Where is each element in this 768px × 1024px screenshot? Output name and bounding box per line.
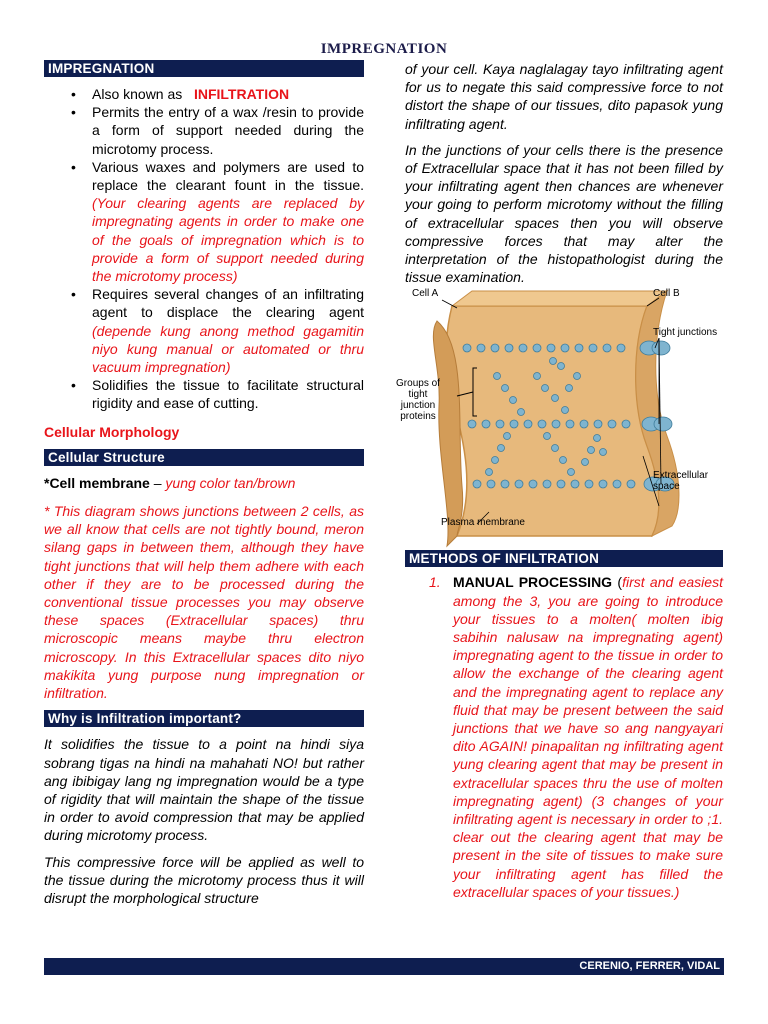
tight-junction-figure [397, 286, 727, 556]
infiltration-term: INFILTRATION [193, 86, 290, 102]
label-tight-junctions: Tight junctions [653, 327, 718, 339]
bullet-item: • Also known as INFILTRATION [44, 85, 364, 103]
label-cell-b: Cell B [653, 288, 680, 300]
section-header-impregnation: IMPREGNATION [44, 60, 364, 77]
section-header-methods: METHODS OF INFILTRATION [405, 550, 723, 567]
section-header-cellular-structure: Cellular Structure [44, 449, 364, 466]
left-column [44, 60, 364, 907]
bullet-item: • Solidifies the tissue to facilitate structural rigidity and ease of cutting. [44, 376, 364, 412]
methods-list [405, 573, 723, 901]
label-cell-a: Cell A [412, 288, 439, 300]
footer-authors: CERENIO, FERRER, VIDAL [579, 960, 720, 972]
right-column [396, 60, 723, 901]
cell-membrane-line: *Cell membrane – yung color tan/brown [44, 474, 296, 491]
right-paragraph-1: of your cell. Kaya naglalagay tayo infiltrating agent for us to negate this said compressive force to not distort the shape of our tissues, dito papasok yung infiltrating agent. [405, 61, 723, 132]
why-paragraph-1: It solidifies the tissue to a point na hindi siya sobrang tigas na hindi na mahahati NO! but rather ang ibibigay lang ng impregnation would be a type of rigidity that will maintain the shape of the tissue in order to avoid compression that may be applied during microtomy process. [44, 736, 364, 844]
bullet-item: • Various waxes and polymers are used to replace the clearant fount in the tissue. (Your clearing agents are replaced by impregnating agents in order to make one of the goals of impregnation which is to provide a form of support needed during the microtomy process) [44, 158, 364, 285]
method-item-manual: 1. MANUAL PROCESSING (first and easiest among the 3, you are going to introduce your tissues to a molten( molten ibig sabihin nalusaw na impregnating agent) impregnating agent to the tissue in order to allow the exchange of the clearing agent and the impregnating agent to replace any fluid that may be present between the said junctions that we have so ang nangyayari dito AGAIN! pinapalitan ng infiltrating agent yung clearing agent that may be present in extracellular spaces thru the use of molten impregnating agent) (3 changes of your infiltrating agent is necessary in order to ;1. clear out the clearing agent that may be present in the site of tissues to make sure your infiltrating agent has filled the extracellular spaces of your tissues.) [429, 574, 723, 900]
label-groups: Groups of tight junction proteins [396, 378, 440, 423]
footer-bar [44, 958, 724, 975]
cellular-morphology-heading: Cellular Morphology [44, 423, 180, 440]
why-paragraph-2: This compressive force will be applied as well to the tissue during the microtomy process thus it will disrupt the morphological structure [44, 853, 364, 906]
diagram-explanation: * This diagram shows junctions between 2 cells, as we all know that cells are not tightly bound, meron silang gaps in between them, although they have tight junctions that will help them adhere with each other if they are to be processed during the conventional tissue processes you may observe these spaces (Extracellular spaces) thru microscopic means maybe thru electron microscopy. In this Extracellular spaces dito niyo makikita yung purpose nung impregnation or infiltration. [44, 503, 364, 702]
label-plasma-membrane: Plasma membrane [441, 517, 525, 529]
bullet-item: • Permits the entry of a wax /resin to provide a form of support needed during the microtomy process. [44, 103, 364, 158]
label-extracellular: Extracellular space [653, 470, 709, 493]
bullet-item: • Requires several changes of an infiltrating agent to displace the clearing agent (depende kung anong method gagamitin niyo kung manual or automated or thru vacuum impregnation) [44, 285, 364, 376]
section-header-why-infiltration: Why is Infiltration important? [44, 710, 364, 727]
impregnation-bullets [44, 85, 364, 413]
right-paragraph-2: In the junctions of your cells there is the presence of Extracellular space that it has not been filled by your infiltrating agent then chances are whenever your going to perform microtomy without the filling of extracellular spaces then you will observe compressive forces that may alter the interpretation of the histopathologist during the tissue examination. [405, 141, 723, 286]
page-title: IMPREGNATION [320, 41, 448, 57]
